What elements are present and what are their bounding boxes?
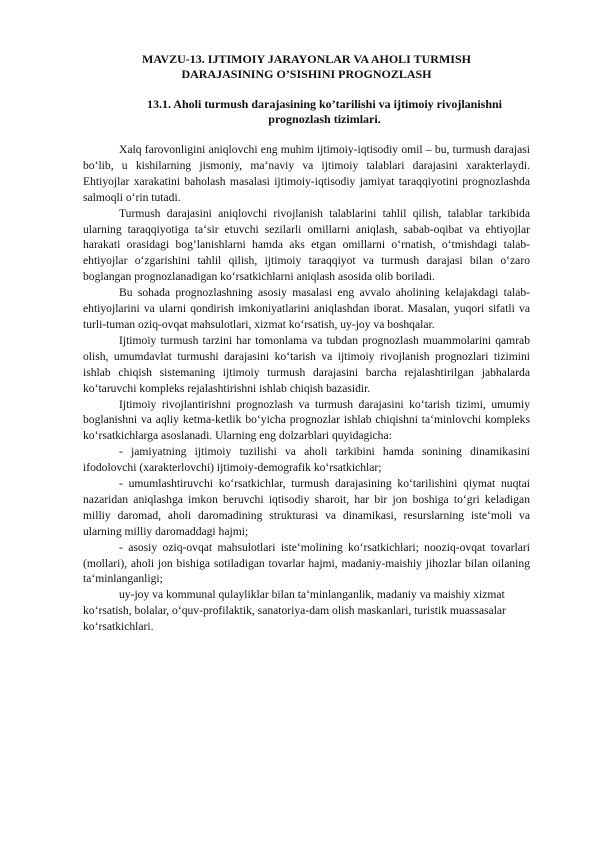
paragraph: Xalq farovonligini aniqlovchi eng muhim ijtimoiy-iqtisodiy omil – bu, turmush darajasi bo‘lib, u kishilarning jismoniy, ma‘naviy va ijtimoiy talablari darajasini xarakterlaydi. Ehtiyojlar xarakatini baholash masalasi ijtimoiy-iqtisodiy jamiyat taraqqiyotini prognozlashda salmoqli o‘rin tutadi.	[83, 143, 530, 204]
paragraph: Ijtimoiy turmush tarzini har tomonlama va tubdan prognozlash muammolarini qamrab olish, umumdavlat turmushi darajasini ko‘tarish va ijtimoiy rivojlanish prognozlari tizimini ishlab chiqish sistemaning ijtimoiy turmush darajasini barcha rejalashtirilgan jabhalarda ko‘taruvchi kompleks rejalashtirishni ishlab chiqish bazasidir.	[83, 333, 530, 395]
paragraph: Turmush darajasini aniqlovchi rivojlanish talablarini tahlil qilish, talablar tarkibida ularning taraqqiyotiga ta‘sir etuvchi sezilarli omillarni aniqlash, sabab-oqibat va ehtiyojlar harakati orasidagi bog’lanishlarni hamda aks etgan omillarni o‘rnatish, o‘tmishdagi talab-ehtiyojlar o‘zgarishini tahlil qilish, ijtimoiy taraqqiyot va turmush darajasi bilan o‘zaro boglangan prognozlanadigan ko‘rsatkichlarni aniqlash asosida olib boriladi.	[83, 206, 530, 284]
document-page	[83, 52, 530, 635]
section-heading: 13.1. Aholi turmush darajasining ko’tarilishi va ijtimoiy rivojlanishni prognozlash tizimlari.	[146, 97, 503, 126]
list-item: - jamiyatning ijtimoiy tuzilishi va aholi tarkibini hamda sonining dinamikasini ifodolovchi (xarakterlovchi) ijtimoiy-demografik ko‘rsatkichlar;	[83, 445, 530, 475]
document-title: MAVZU-13. IJTIMOIY JARAYONLAR VA AHOLI TURMISH DARAJASINING O’SISHINI PROGNOZLASH	[142, 52, 471, 81]
paragraph: Bu sohada prognozlashning asosiy masalasi eng avvalo aholining kelajakdagi talab-ehtiyojlarini va ularni qondirish imkoniyatlarini aniqlashdan iborat. Masalan, yuqori sifatli va turli-tuman oziq-ovqat mahsulotlari, xizmat ko‘rsatish, uy-joy va boshqalar.	[83, 286, 530, 331]
list-item: uy-joy va kommunal qulayliklar bilan ta‘minlanganlik, madaniy va maishiy xizmat ko‘rsatish, bolalar, o‘quv-profilaktik, sanatoriya-dam olish maskanlari, turistik muassasalar ko‘rsatkichlari.	[83, 588, 506, 634]
list-item: - asosiy oziq-ovqat mahsulotlari iste‘molining ko‘rsatkichlari; nooziq-ovqat tovarlari (mollari), aholi jon bishiga sotiladigan tovarlar hajmi, madaniy-maishiy jihozlar bilan oilaning ta‘minlanganligi;	[83, 540, 530, 586]
list-item: - umumlashtiruvchi ko‘rsatkichlar, turmush darajasining ko‘tarilishini qiymat nuqtai nazaridan aniqlashga imkon beruvchi iqtisodiy sharoit, har bir jon boshiga to‘gri keladigan milliy daromad, aholi daromadining strukturasi va dinamikasi, resurslarning iste‘moli va ularning milliy daromaddagi hajmi;	[83, 477, 530, 538]
paragraph: Ijtimoiy rivojlantirishni prognozlash va turmush darajasini ko‘tarish tizimi, umumiy boglanishni va aqliy ketma-ketlik bo‘yicha prognozlar ishlab chiqishni ta‘minlovchi kompleks ko‘rsatkichlarga asoslanadi. Ularning eng dolzarblari quyidagicha:	[83, 397, 530, 443]
